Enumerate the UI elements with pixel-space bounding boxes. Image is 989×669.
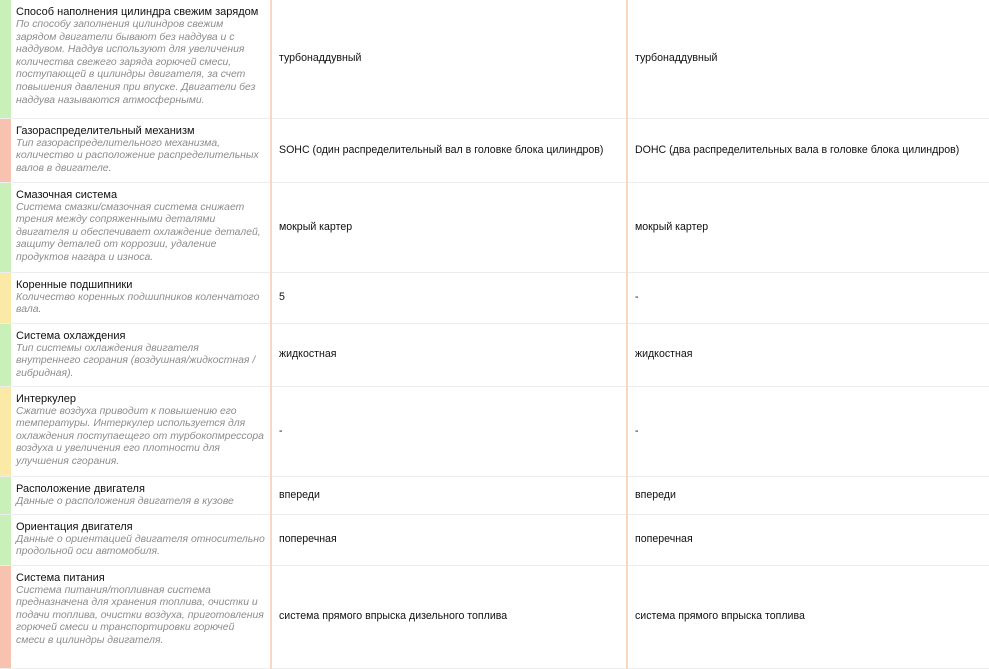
param-description: Данные о расположения двигателя в кузове: [16, 495, 234, 507]
spec-row: [0, 182, 989, 272]
value-car-2: жидкостная: [627, 323, 989, 386]
spec-row: [0, 514, 989, 565]
param-description: По способу заполнения цилиндров свежим зарядом двигатели бывают без наддува и с наддувом. Наддув используют для увеличения количества свежего заряда горючей смеси, поступающей в цилиндры двигателя, за счет повышения давления при впуске. Двигатели без наддува называются атмосферными.: [16, 19, 256, 106]
spec-row: [0, 118, 989, 182]
value-car-2: система прямого впрыска топлива: [627, 565, 989, 668]
spec-row: [0, 386, 989, 476]
param-cell: [11, 386, 271, 476]
param-description: Система смазки/смазочная система снижает трения между сопряженными деталями двигателя и обеспечивает охлаждение деталей, защиту деталей от коррозии, удаление продуктов нагара и износа.: [16, 201, 261, 263]
value-car-2: мокрый картер: [627, 182, 989, 272]
param-cell: [11, 565, 271, 668]
value-car-2: -: [627, 386, 989, 476]
value-car-2: -: [627, 272, 989, 323]
param-cell: [11, 272, 271, 323]
value-car-2: турбонаддувный: [627, 0, 989, 118]
param-description: Сжатие воздуха приводит к повышению его температуры. Интеркулер используется для охлаждения поступаещего от турбокопмрессора воздуха и увеличения его плотности для улучшения сгорания.: [16, 405, 264, 467]
spec-row: [0, 0, 989, 118]
value-car-2: поперечная: [627, 514, 989, 565]
param-description: Количество коренных подшипников коленчатого вала.: [16, 291, 260, 316]
param-name: Газораспределительный механизм: [16, 124, 195, 137]
match-indicator: [0, 565, 11, 668]
spec-row: [0, 476, 989, 514]
param-cell: [11, 476, 271, 514]
param-cell: [11, 182, 271, 272]
param-name: Система охлаждения: [16, 329, 126, 342]
param-name: Система питания: [16, 571, 105, 584]
value-car-1: мокрый картер: [271, 182, 627, 272]
param-name: Способ наполнения цилиндра свежим зарядом: [16, 6, 259, 18]
param-description: Тип системы охлаждения двигателя внутреннего сгорания (воздушная/жидкостная /гибридная).: [16, 342, 256, 379]
param-cell: [11, 323, 271, 386]
value-car-1: жидкостная: [271, 323, 627, 386]
match-indicator: [0, 514, 11, 565]
param-cell: [11, 0, 271, 118]
match-indicator: [0, 386, 11, 476]
param-name: Интеркулер: [16, 392, 76, 405]
spec-row: [0, 272, 989, 323]
param-name: Смазочная система: [16, 188, 118, 201]
value-car-1: 5: [271, 272, 627, 323]
value-car-2: DOHC (два распределительных вала в головке блока цилиндров): [627, 118, 989, 182]
match-indicator: [0, 118, 11, 182]
value-car-1: поперечная: [271, 514, 627, 565]
param-name: Расположение двигателя: [16, 482, 145, 495]
match-indicator: [0, 323, 11, 386]
param-description: Данные о ориентацией двигателя относительно продольной оси автомобиля.: [16, 533, 265, 558]
param-description: Тип газораспределительного механизма, количество и расположение распределительных валов в двигателе.: [16, 137, 259, 174]
match-indicator: [0, 0, 11, 118]
match-indicator: [0, 476, 11, 514]
value-car-1: -: [271, 386, 627, 476]
match-indicator: [0, 182, 11, 272]
param-name: Ориентация двигателя: [16, 520, 133, 533]
value-car-1: впереди: [271, 476, 627, 514]
match-indicator: [0, 272, 11, 323]
param-name: Коренные подшипники: [16, 278, 133, 291]
value-car-1: система прямого впрыска дизельного топлива: [271, 565, 627, 668]
spec-row: [0, 565, 989, 668]
param-description: Система питания/топливная система предназначена для хранения топлива, очистки и подачи топлива, очистки воздуха, приготовления горючей смеси и транспортировки горючей смеси в цилиндры двигателя.: [16, 584, 264, 646]
param-cell: [11, 118, 271, 182]
value-car-1: SOHC (один распределительный вал в головке блока цилиндров): [271, 118, 627, 182]
value-car-1: турбонаддувный: [271, 0, 627, 118]
spec-row: [0, 323, 989, 386]
value-car-2: впереди: [627, 476, 989, 514]
param-cell: [11, 514, 271, 565]
